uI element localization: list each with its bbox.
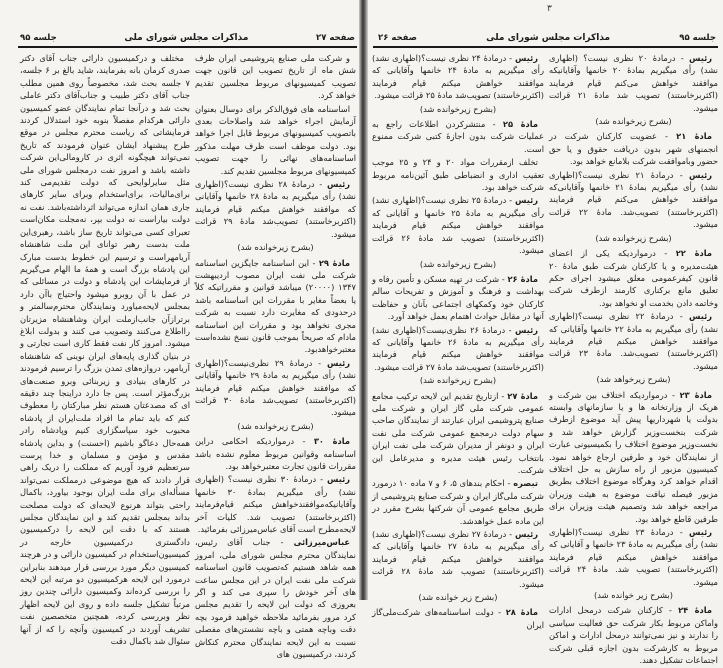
speaker-or-article-label: مادهٔ ۲۴ [678, 605, 712, 616]
paragraph [372, 118, 544, 155]
text-column [20, 52, 190, 649]
paragraph-text: - این اساسنامه جایگزین اساسنامه شرکت ملی نفت ایران مصوب اردیبهشت ۱۳۴۷ (۲۰۰۰۰) میباشد قوانین و مقرراتیکه کلاً یا بعضاً مغایر با مقررات این اساسنامه باشد درحدودی که مغایرت دارد نسبت به شرکت مجری نخواهد بود و مقررات این اساسنامه مادام که صریحاً بموجب قانون نسخ نشده‌است معتبرخواهدبود. [195, 257, 356, 355]
paragraph [195, 473, 356, 535]
paragraph-text: (بشرح زیرخوانده شد) [237, 420, 314, 431]
session-number: جلسه ۹۵ [679, 33, 716, 43]
paragraph [372, 194, 544, 256]
speaker-or-article-label: رئیس [515, 53, 539, 63]
speaker-or-article-label: مادهٔ ۲۳ [679, 389, 712, 400]
paragraph [372, 156, 544, 193]
right-page-header [378, 31, 716, 45]
paragraph-text: - درمادهٔ ۲۷ نظری نیست؟(اظهاری نشد) رأی میگیریم به مادهٔ ۲۷ خانمها وآقایانی که موافقند خواهش میکنم قیام فرمایند (اکثربرخاستند) تصویب شد مادهٔ ۲۸ قرائت میشود. [372, 529, 544, 589]
paragraph-text: - درمادهٔ ۲۸ نظری نیست؟(اظهاری نشد) رأی میگیریم به مادهٔ ۲۸ خانمها وآقایانی که موافقند خواهش میکنم قیام فرمایند (اکثربرخاستند) تصویب‌شد مادهٔ ۲۹ قرائت میشود. [195, 179, 356, 239]
speaker-or-article-label: مادهٔ ۲۹ [318, 257, 351, 268]
paragraph [195, 52, 356, 102]
paragraph-text: - منتشرکردن اطلاعات راجع به عملیات شرکت بدون اجازهٔ کتبی شرکت ممنوع است. [372, 119, 544, 154]
speaker-or-article-label: رئیس [514, 324, 538, 335]
paragraph-text: (بشرح زیر خوانده شد) [418, 592, 498, 603]
speaker-or-article-label: مادهٔ ۲۱ [676, 131, 712, 142]
speaker-or-article-label: تبصره [513, 478, 538, 489]
paragraph-text: - احکام بندهای ۵، ۶ و ۷ ماده ۱۰ درمورد شرکت ملی‌گاز ایران و شرکت صنایع پتروشیمی از طریق مجامع عمومی آن شرکتها بشرح مقرر در این ماده عمل خواهدشد. [372, 478, 544, 526]
paragraph [372, 477, 544, 527]
paragraph [372, 606, 544, 631]
paragraph-text: - درمادهٔ ۲۹ نظری‌نیست؟(اظهاری نشد) رأی میگیریم به مادهٔ ۲۹ خانمها وآقایانی که موافقند خواهش میکنم قیام فرمایند (اکثربرخاستند) تصویب‌شد مادهٔ ۳۰ قرائت میشود. [195, 357, 356, 418]
paragraph [195, 536, 356, 660]
book-binding [359, 0, 368, 600]
paragraph-text: - درمادهٔ ۲۰ نظری نیست؟ (اظهاری نشد) رأی میگیریم بمادهٔ ۲۰ خانمها وآقایانیکه موافقند خواهش می‌کنم قیام فرمایند (اکثربرخاستند) تصویب شد مادهٔ ۲۱ قرائت میشود. [549, 53, 718, 113]
paragraph-text: - شرکت در تهیه مسکن و تأمین رفاه و بهداشت و فرهنگ و آموزش و تفریحات سالم کارکنان خود وکمکهای اجتماعی بآنان و حفاظت آنها در مقابل حوادث اهتمام بعمل خواهد آورد. [372, 273, 544, 322]
paragraph [195, 357, 356, 419]
speaker-or-article-label: عباس‌میرزائی [293, 537, 350, 548]
paragraph-text: (بشرح زیر خوانده شد) [594, 590, 673, 601]
section-note [549, 115, 718, 127]
paragraph-text: - دولت اساسنامه‌های شرکت‌ملی‌گاز ایران [372, 607, 544, 630]
paragraph [549, 130, 718, 167]
section-note [372, 591, 544, 603]
paragraph-text: (بشرح زیرخوانده شد) [595, 116, 672, 127]
paragraph [549, 52, 718, 114]
speaker-or-article-label: مادهٔ ۲۸ [505, 607, 538, 618]
paragraph [372, 528, 544, 590]
paragraph-text: (بشرح زیرخوانده شد) [419, 103, 497, 114]
speaker-or-article-label: رئیس [326, 474, 350, 485]
left-page-header [20, 31, 355, 45]
paragraph-text: - درمادهٔ ۲۴ نظری نیست؟(اظهاری نشد) رأی میگیریم به مادهٔ ۲۴ خانمها وآقایانی که موافقند خواهش میکنم قیام فرمایند (اکثربرخاستند) تصویب‌شد مادهٔ ۲۵ قرائت میشود. [372, 53, 544, 101]
running-title: مذاکرات مجلس شورای ملی [124, 33, 249, 43]
paragraph-text: - درمادهٔ ۳۰ نظری نیست؟ (اظهاری نشد) رأی میگیریم بمادهٔ ۳۰ خانمها وآقایانیکه‌موافقندخواهش میکنم قیام‌فرمایند (اکثربرخاستند) تصویب شد. کلیات آخر لایحه‌مطرح است آقای عباس‌میرزائی بفرمائید. [195, 474, 356, 535]
speaker-or-article-label: مادهٔ ۲۵ [502, 119, 538, 130]
speaker-or-article-label: مادهٔ ۲۶ [507, 273, 538, 284]
paragraph [549, 526, 718, 588]
paragraph-text: - درمادهٔ ۲۵ نظری نیست؟(اظهاری نشد) رأی میگیریم به مادهٔ ۲۵ خانمها و آقایانی که موافقند خواهش میکنم قیام فرمایند (اکثربرخاستند) تصویب شد مادهٔ ۲۶ قرائت میشود. [372, 195, 544, 256]
text-column [195, 52, 356, 662]
paragraph [549, 247, 718, 309]
paragraph-text: - درمواردیکه یکی از اعضای هیئت‌مدیره و یا کارکنان شرکت طبق مادهٔ ۲۰ قانون کیفرعمومی معلق میشود اجرای حکم تعلیق مانع برکناری کارمند ازطرف شرکت وخاتمه دادن بخدمت او نخواهد بود. [549, 248, 718, 308]
paragraph [549, 604, 718, 666]
paragraph [372, 273, 544, 323]
paragraph-text: - درمادهٔ ۲۶ نظری‌نیست؟(اظهاری نشد) رأی میگیریم به مادهٔ ۲۶ خانمها وآقایانی که موافقند خواهش میکنم قیام فرمایند (اکثربرخاستند) تصویب‌شد مادهٔ ۲۷ قرائت میشود. [372, 324, 544, 372]
section-note [195, 241, 356, 253]
paragraph-text: (بشرح زیرخوانده شد) [419, 258, 497, 269]
speaker-or-article-label: رئیس [327, 357, 351, 368]
paragraph-text: - ازتاریخ تقدیم این لایحه ترکیب مجامع عمومی شرکت ملی گاز ایران و شرکت ملی صنایع پتروشیمی ایران عبارتند از نمایندگان صاحب سهام دولت درمجمع عمومی شرکت ملی نفت ایران و دونفر از مدیران شرکت ملی نفت ایران بانتخاب رئیس هیئت مدیره و مدیرعامل این شرکت. [372, 390, 544, 475]
paragraph [195, 103, 356, 177]
paragraph [549, 169, 718, 231]
header-rule [18, 46, 357, 48]
running-title: مذاکرات مجلس شورای ملی [486, 33, 611, 43]
paragraph-text: تخلف ازمقررات مواد ۲۰ و ۲۴ و ۲۵ موجب تعقیب اداری و انضباطی طبق آئین‌نامه مربوط شرکت خواهد بود. [372, 157, 544, 193]
paragraph-text: - عضویت کارکنان شرکت در انجمنهای شهر بدون دریافت حقوق و یا حق حضور وباموافقت شرکت بلامانع خواهد بود. [549, 131, 718, 167]
paragraph-text: - درمواردیکه اختلاف بین شرکت و هریک از وزارتخانه ها و یا سازمانهای وابسته بدولت یا شهرداریها پیش آید موضوع ازطرف شرکت بنخست‌وزیر گزارش خواهد شد و نخست‌وزیر موضوع اختلاف را بکمیسیونی عبارت از نمایندگان خود و طرفین ارجاع خواهد نمود. کمیسیون مزبور از راه سازش به حل اختلاف اقدام خواهد کرد وهرگاه موضوع اختلاف بطریق مزبور فیصله نیافت موضوع به هیئت وزیران مراجعه خواهد شد وتصمیم هیئت وزیران برای طرفین قاطع خواهد بود. [549, 389, 718, 524]
paragraph-text: (بشرح زیرخواهد شد) [596, 374, 671, 385]
speaker-or-article-label: رئیس [688, 527, 712, 538]
speaker-or-article-label: رئیس [326, 179, 350, 190]
paragraph-text: و شرکت ملی صنایع پتروشیمی ایران ظرف شش ماه از تاریخ تصویب این قانون جهت تصویب کمیسیونهای مربوط مجلسین تقدیم خواهد کرد. [195, 53, 356, 101]
page-number: صفحه ۲۶ [378, 33, 417, 43]
speaker-or-article-label: مادهٔ ۲۷ [507, 390, 539, 401]
paragraph-text: (بشرح زیرخوانده شد) [419, 375, 497, 386]
paragraph-text: (بشرح زیرخوانده شد) [595, 232, 672, 243]
paragraph [20, 52, 190, 648]
section-note [549, 232, 718, 244]
speaker-or-article-label: رئیس [515, 195, 539, 206]
paragraph-text: (بشرح زیرخوانده شد) [237, 242, 314, 253]
speaker-or-article-label: رئیس [515, 529, 539, 540]
section-note [372, 103, 544, 115]
paragraph [372, 324, 544, 374]
session-number: جلسه ۹۵ [20, 33, 57, 43]
section-note [372, 374, 544, 386]
paragraph-text: - جناب آقای رئیس، نمایندگان محترم مجلس شورای ملی، امروز همه شاهد هستیم که‌تصویب قانون اساسنامه شرکت ملی نفت ایران در این مجلس ساعت های آخر خودش را سپری می کند و اگر بعروزی که دولت این لایحه را تقدیم مجلس کرد مرور بفرمائید ملاحظه خواهید فرمود بچه دقت وباچه همتی و باچه نشستن‌های مفصلی نسبت به این لایحه نمایندگان محترم کنکاش کردند، درکمیسیون های [195, 537, 356, 660]
text-column [549, 52, 718, 668]
speaker-or-article-label: رئیس [688, 311, 712, 322]
paragraph [372, 52, 544, 102]
scan-mark: ۳ [547, 4, 552, 14]
paragraph-text: اساسنامه های فوق‌الذکر برای دوسال بعنوان آزمایش اجراء خواهد شد واصلاحات بعدی باتصویب کمیسیونهای مربوط قابل اجرا خواهد بود. دولت موظف است ظرف مهلت مذکور اساسنامه‌های نهائی را جهت تصویب کمیسیونهای مربوط مجلسین تقدیم کند. [195, 103, 356, 176]
paragraph-text: مختلف و درکمیسیون دارائی جناب آقای دکتر صدری کرمان بانه بفرمایند، شاید بالغ بر ۶ جلسه، ۷ جلسه بحث شد، مخصوصاً روی همین مطلب جناب آقای دکتر طبیب و جناب‌آقای دکتر عاملی بحث شد و درآنجا تمام نمایندگان عضو کمیسیون دارائی هرکدام مفصلاً بنوبه خود استدلال کردند فرمایشاتی که ریاست محترم مجلس در موقع طرح پیشنهاد ایشان عنوان فرمودند که تاریخ نمی‌تواند هیچگونه اثری در کارومالی‌این شرکت داشته باشد و امروز نفت درمجلس شورای ملی مثل سایرلوایحی که دولت تقدیم‌می کند برای‌مالیات، برای‌استخدام وبرای سایر کارهای جاری همان اندازه می‌تواند اثرداشته‌باشد. نفت نه دولت بیاراست نه دولت بپر، نه‌مجلت مکان‌است تعبرای کسی می‌تواند تاریخ ساز باشد، رهبری‌این ملت بدست رهبر توانای این ملت شاهنشاه آریامهراست و ترسیم این خطوط بدست مبارک این پادشاه بزرگ است و همهٔ ما الهام می‌گیریم از فرمایشات این پادشاه و دولت در مسائلی که در عمل با آن روبرو میشود واحتیاج باآن دارد بمجلس لایحه‌میاورد ونمایندگان محترم‌سالمتر و برترازآن جانب‌ازملت ایران وشاهنشاه مزیرتان رااطلاع می‌کنند وتصویب می کنند و بدولت ابلاغ میشود. امروز کار نفت فقط کاری است تجارتی و در بنیان گذاری پایه‌های ایران نوینی که شاهنشاه آریامهر، دروازه‌های تمدن بزرگ را ترسیم فرمودند در کارهای بنیادی و زیربنائی وبرو صنعت‌های بزرگ‌مؤثر است. پس جا دارد دراینجا چند دقیقه ای که مصدعتان هستم نظر مبارکتان را معطوف کنم که باید تمام ما افراد ملت‌ایران از پادشاه محبوب خود سپاسگزاری کنیم وپادشاه رادر همه‌حال دعاگو باشیم (احسنت) و بداین پادشاه مقدس و مؤمن و مسلمان و خدا پرست سرتعظیم فرود آوریم که مملکت را دریک راهی قرار دادند که هیچ موضوعی درمملکت نمی‌تواند مسأله‌ای برای ملت ایران بوجود بیاورد، باکمال راحتی بتواند هرنوع لایحه‌ای که دولت مصلحت بداند بمجلس تقدیم کند و این نمایندگان مجلس هستند که با دقت این لایحه را درکمیسیون دادگستری درکمیسیون خارجه در کمیسیون‌استخدام در کمیسیون دارائی و در هرچند کمیسیون دیگر مورد بررسی قرار میدهند بنابراین درمورد این لایحه هرکمیسیون دو مرتبه این لایحه را بررسی کرده‌اند وکمیسیون دارائی چندین روز مرتباً تشکیل جلسه داده و روی این لایحه اظهار نظر وبررسی کرده، همچنین متخصصین نفت تشریف آوردند در کمیسیون وآنچه را که از آنها سئوال شد باکمال دقت [20, 53, 191, 647]
speaker-or-article-label: رئیس [688, 169, 712, 180]
paragraph [195, 178, 356, 240]
paragraph-text: - کارکنان شرکت درمحل ادارات واماکن مربوط بکار شرکت حق فعالیت سیاسی را ندارند و نیز نمی‌توانند درمحل ادارات و اماکن مربوط به کارشرکت بدون اجازه قبلی شرکت اجتماعات تشکیل دهند. [549, 605, 718, 666]
page-number: صفحه ۲۷ [316, 33, 355, 43]
speaker-or-article-label: رئیس [688, 53, 712, 63]
speaker-or-article-label: مادهٔ ۲۲ [675, 248, 712, 259]
paragraph [549, 389, 718, 525]
paragraph-text: - درمواردیکه احکامی دراین اساسنامه وقوانین مربوط معلوم نشده باشد مقررات قانون تجارت معتبرخواهد بود. [195, 436, 356, 471]
paragraph-text: - درمادهٔ ۲۳ نظری نیست؟(اظهاری نشد) رأی میگیریم به مادهٔ ۲۳ خانمها و آقایانی که موافقند خواهش میکنم قیام فرمایند (اکثربرخاستند) تصویب شد. مادهٔ ۲۴ قرائت میشود. [549, 527, 718, 587]
paragraph [549, 310, 718, 372]
paragraph [372, 390, 544, 477]
paragraph [195, 435, 356, 472]
paragraph [195, 257, 356, 356]
text-column [372, 52, 544, 632]
paragraph-text: - درمادهٔ ۲۲ نظری نیست؟(اظهاری نشد) رأی میگیریم به مادهٔ ۲۲ خانمها وآقایانی که موافقند خواهش میکنم قیام فرمایند (اکثربرخاستند) تصویب‌شد. مادهٔ ۲۳ قرائت میشود. [549, 311, 719, 371]
section-note [549, 373, 718, 385]
section-note [372, 258, 544, 270]
paragraph-text: - درمادهٔ ۲۱ نظری نیست؟(اظهاری نشد) رأی میگیریم بمادهٔ ۲۱ خانمها وآقایانی‌که موافقند خواهش می‌کنم قیام فرمایند (اکثربرخاستند) تصویب‌شد. مادهٔ ۲۲ قرائت میشود. [549, 169, 718, 230]
speaker-or-article-label: مادهٔ ۳۰ [313, 436, 351, 447]
section-note [195, 420, 356, 432]
header-rule [373, 46, 718, 48]
